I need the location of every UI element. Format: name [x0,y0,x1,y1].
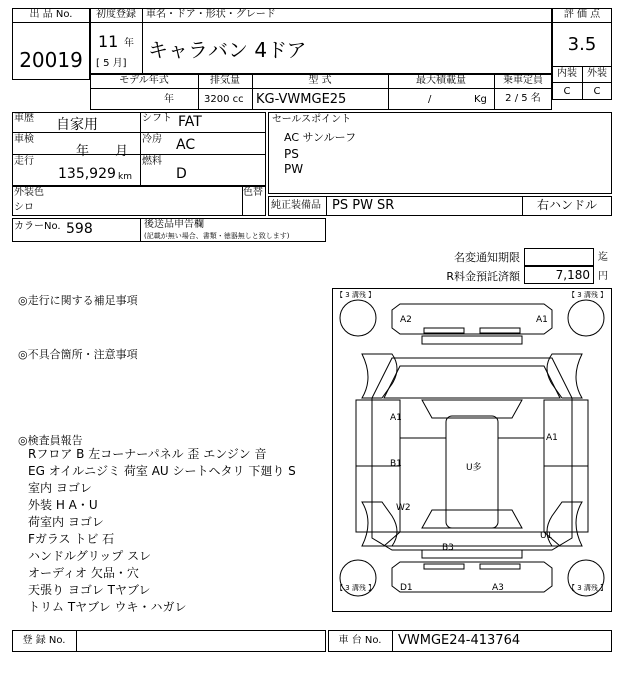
rear-door [384,532,560,546]
first-reg-year-unit: 年 [124,38,134,49]
inspector-lines [28,446,296,616]
damage-diagram [332,288,612,612]
sales-point-3: PW [284,162,304,176]
diagram-frame [333,289,612,612]
lot-label: 出 品 No. [29,9,73,20]
rear-step [422,550,522,558]
interior-label: 内装 [557,68,577,79]
inspector-line: Rフロア B 左コーナーパネル 歪 エンジン 音 [28,447,267,461]
sales-points-label: セールスポイント [272,114,352,125]
inspector-label: ◎検査員報告 [18,434,83,447]
inspection: 年 月 [76,144,129,159]
car-name: キャラバン 4ドア [148,38,307,62]
post-report-note: (記載が無い場合、書類・徳器無しと致します) [144,232,290,240]
chassis-number: VWMGE24-413764 [398,633,521,648]
left-front-fender [362,354,397,398]
rear-window [422,510,522,528]
inspector-line: トリム Tヤブレ ウキ・ハガレ [28,600,187,614]
post-report-label: 後送品申告欄 [144,219,204,230]
first-reg-label: 初度登録 [96,9,136,20]
mileage-label: 走行 [14,156,34,167]
model-code: KG-VWMGE25 [256,92,347,107]
mark-a2-front: A2 [400,315,412,325]
fuel-label: 燃料 [142,156,162,167]
mark-w2: W2 [396,503,411,513]
mark-b1: B1 [390,459,402,469]
usage: 自家用 [56,117,98,133]
tire-label-rl: 【 3 溝残 】 [336,584,376,592]
body-outline [372,358,572,550]
mark-a1-right: A1 [546,433,558,443]
inspector-line: ハンドルグリップ スレ [28,549,152,563]
front-plate-left [424,328,464,333]
lot-number: 20019 [19,48,83,72]
handle: 右ハンドル [536,198,597,212]
first-reg-year: 11 [98,32,119,51]
capacity-label: 乗車定員 [503,75,543,86]
rear-bumper [392,562,552,592]
model-year-unit: 年 [164,94,174,105]
score-label: 評 価 点 [563,9,601,20]
max-load-unit: Kg [474,94,487,105]
ac-label: 冷房 [142,134,162,145]
front-grille [422,336,522,344]
sales-point-1: AC サンルーフ [284,131,357,144]
first-reg-month: [ 5 月] [96,58,127,69]
ac: AC [176,137,196,153]
score-value: 3.5 [567,34,597,55]
shift: FAT [178,114,202,130]
color: シロ [14,202,34,213]
max-load: / [428,94,432,105]
exterior-label: 外装 [587,68,607,79]
max-load-label: 最大積載量 [416,75,466,86]
mileage-unit: km [118,172,132,182]
hood [384,366,560,398]
recycle-label: R料金預託済額 [446,270,520,283]
defect-label: ◎不具合箇所・注意事項 [18,348,138,361]
recycle-unit: 円 [598,271,608,282]
inspection-label: 車検 [14,134,34,145]
usage-label: 車歴 [14,113,34,124]
tire-front-left [340,300,376,336]
inspector-line: Fガラス トビ 石 [28,532,115,546]
mark-u1: U1 [540,531,553,541]
equipment: PS PW SR [332,198,395,213]
chassis-label: 車 台 No. [338,635,382,646]
displacement: 3200 cc [204,94,244,105]
mark-a1-left: A1 [390,413,402,423]
driving-notes-label: ◎走行に関する補足事項 [18,294,138,307]
inspector-line: 天張り ヨゴレ Tヤブレ [28,583,151,597]
name-change-unit: 迄 [598,252,608,263]
exterior-grade: C [593,86,601,97]
car-name-label: 車名・ドア・形状・グレード [146,9,276,20]
front-bumper [392,304,552,334]
color-change-label: 色替 [243,187,263,198]
capacity: 2 / 5 名 [505,93,541,104]
model-code-label: 型 式 [308,75,332,86]
tire-label-rr: 【 3 溝残 】 [568,584,608,592]
mark-a1-front: A1 [536,315,548,325]
windshield [422,400,522,418]
fuel: D [176,166,187,182]
mark-u-center: U多 [466,463,482,473]
shift-label: シフト [142,113,172,124]
name-change-field [524,248,594,266]
front-plate-right [480,328,520,333]
model-year-label: モデル年式 [119,75,169,86]
interior-grade: C [563,86,571,97]
sales-point-2: PS [284,147,299,161]
displacement-label: 排気量 [210,75,240,86]
tire-label-fr: 【 3 溝残 】 [568,291,608,299]
inspector-line: 荷室内 ヨゴレ [28,515,104,529]
mark-a3: A3 [492,583,504,593]
detail-block [12,112,266,186]
recycle-amount: 7,180 [555,268,590,282]
equipment-label: 純正装備品 [271,200,321,211]
mark-d1: D1 [400,583,413,593]
right-front-fender [547,354,582,398]
tire-label-fl: 【 3 溝残 】 [336,291,376,299]
inspector-line: 外装 H A・U [28,498,98,512]
color-no: 598 [66,221,93,237]
rear-plate-right [480,564,520,569]
tire-front-right [568,300,604,336]
mileage: 135,929 [58,166,116,182]
mark-b3: B3 [442,543,454,553]
inspector-line: オーディオ 欠品・穴 [28,566,139,580]
rear-plate-left [424,564,464,569]
color-label: 外装色 [14,187,44,198]
color-no-label: カラーNo. [14,221,61,232]
registration-label: 登 録 No. [22,635,66,646]
inspector-line: EG オイルニジミ 荷室 AU シートヘタリ 下廻り S [28,464,296,478]
name-change-label: 名変通知期限 [454,251,520,264]
inspector-line: 室内 ヨゴレ [28,481,92,495]
color-box [12,186,266,216]
